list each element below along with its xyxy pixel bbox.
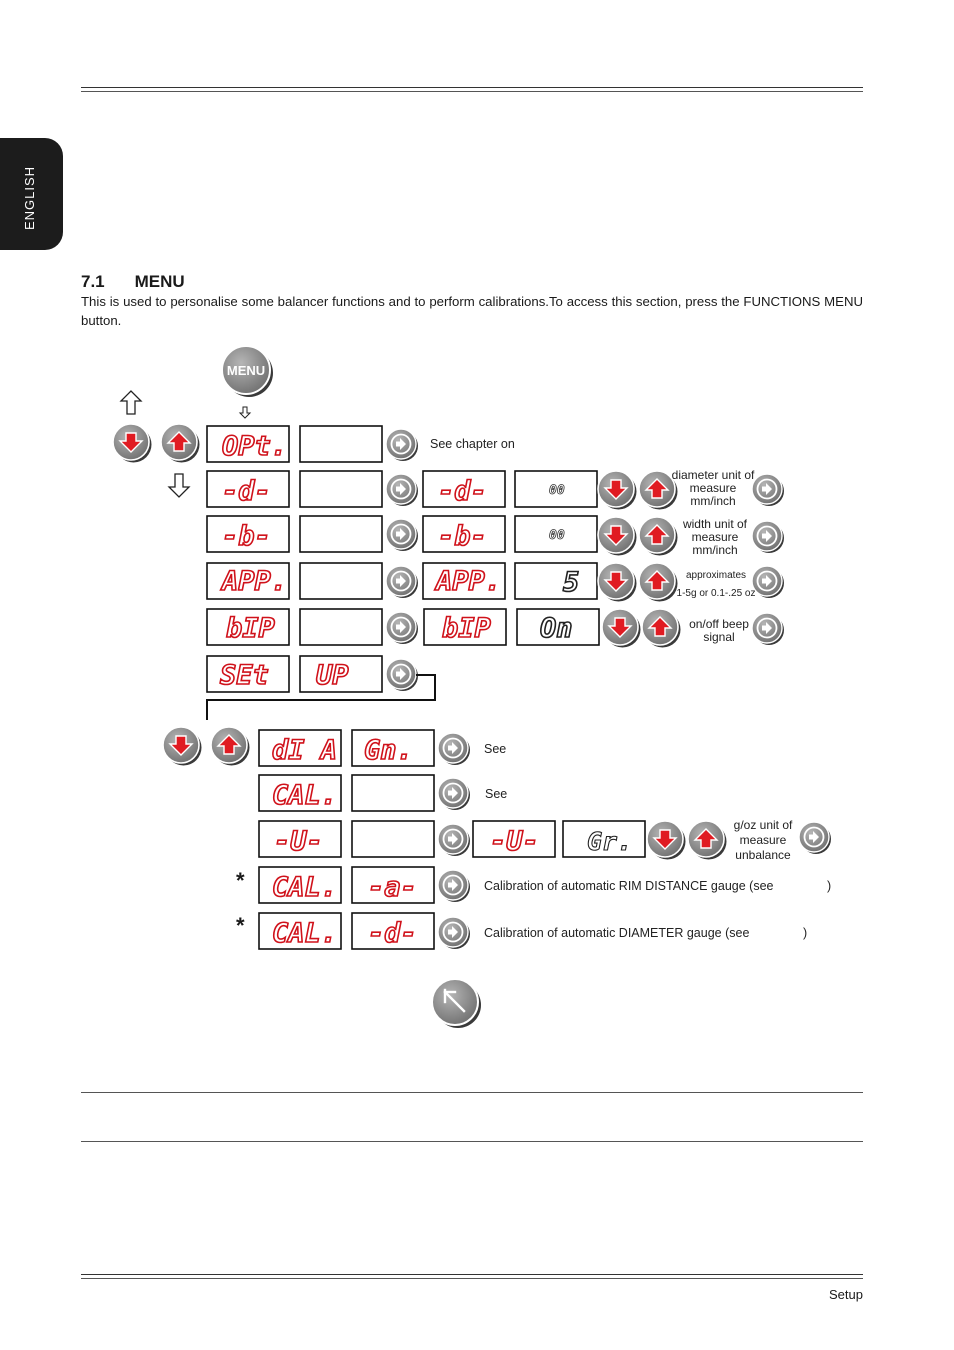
display-u: -U- (274, 826, 323, 857)
arrow-right-circle-icon[interactable] (438, 824, 470, 856)
arrow-down-small-icon (240, 407, 250, 418)
exit-button[interactable] (432, 979, 481, 1028)
label-line: width unit of (682, 517, 748, 531)
arrow-down-red-icon[interactable] (113, 424, 152, 463)
label-beep (676, 618, 762, 644)
label-cal-rim: Calibration of automatic RIM DISTANCE gauge (see (484, 879, 774, 893)
display-up: UP (316, 660, 349, 691)
display-app: APP. (222, 566, 288, 597)
label-cal-dia: Calibration of automatic DIAMETER gauge (see (484, 926, 750, 940)
arrow-right-circle-icon[interactable] (438, 870, 470, 902)
language-tab-label: ENGLISH (22, 165, 37, 230)
label-line: g/oz unit of (733, 818, 793, 832)
label-line: on/off beep (689, 617, 749, 631)
label-goz-unit (722, 818, 804, 863)
display-bip-2: bIP (442, 613, 491, 644)
arrow-right-circle-icon[interactable] (386, 474, 418, 506)
display-gr: Gr. (587, 827, 633, 856)
display-five: 5 (563, 567, 580, 598)
arrow-down-red-icon[interactable] (598, 471, 637, 510)
arrow-right-circle-icon[interactable] (386, 429, 418, 461)
arrow-right-circle-icon[interactable] (438, 917, 470, 949)
arrow-right-circle-icon[interactable] (386, 566, 418, 598)
display-d-3: -d- (368, 918, 417, 949)
display-b: -b- (222, 521, 271, 552)
menu-button-label: MENU (226, 363, 266, 378)
arrow-down-red-icon[interactable] (163, 727, 202, 766)
rule (81, 1141, 863, 1142)
label-width-unit (672, 518, 758, 557)
label-approx (672, 567, 760, 603)
label-line: diameter unit of (671, 468, 755, 482)
display-set: SEt (220, 660, 269, 691)
label-line: unbalance (735, 848, 791, 862)
label-cal-dia-close: ) (803, 926, 808, 940)
arrow-down-red-icon[interactable] (598, 563, 637, 602)
section-number: 7.1 (81, 272, 105, 291)
arrow-right-circle-icon[interactable] (438, 778, 470, 810)
label-line: approximates (685, 570, 747, 581)
arrow-up-red-icon[interactable] (161, 424, 200, 463)
footer-rule (81, 1274, 863, 1275)
asterisk: * (236, 913, 245, 938)
display-cal-3: CAL. (272, 918, 338, 949)
arrow-right-circle-icon[interactable] (752, 474, 784, 506)
display-b-2: -b- (438, 521, 487, 552)
display-boxes (207, 426, 645, 949)
display-cal-1: CAL. (272, 780, 338, 811)
menu-button[interactable] (222, 346, 273, 397)
section-heading: MENU (134, 272, 185, 291)
intro-paragraph: This is used to personalise some balancer functions and to perform calibrations.To access this section, press the FUNCTIONS MENU button. (81, 294, 863, 328)
label-cal-rim-close: ) (827, 879, 832, 893)
display-u-2: -U- (490, 826, 539, 857)
display-zero-d: 00 (549, 483, 565, 498)
label-line: mm/inch (692, 543, 738, 557)
label-line: measure (739, 833, 787, 847)
label-diameter-unit (670, 469, 756, 508)
display-a: -a- (368, 872, 417, 903)
label-line: signal (703, 630, 735, 644)
arrow-up-outline-icon (121, 391, 141, 414)
label-line: measure (691, 530, 739, 544)
display-d: -d- (222, 476, 271, 507)
display-opt: OPt. (222, 431, 288, 462)
arrow-up-red-icon[interactable] (211, 727, 250, 766)
label-line: mm/inch (690, 494, 736, 508)
arrow-down-red-icon[interactable] (602, 609, 641, 648)
display-bip: bIP (226, 613, 275, 644)
label-line: 1-5g or 0.1-.25 oz (676, 588, 756, 599)
label-see-2: See (485, 787, 508, 801)
arrow-down-red-icon[interactable] (647, 821, 686, 860)
display-on: On (540, 613, 573, 644)
display-d-2: -d- (438, 476, 487, 507)
display-cal-2: CAL. (272, 872, 338, 903)
display-gn: Gn. (364, 735, 413, 766)
label-see-chapter: See chapter on (430, 437, 515, 451)
footer-text: Setup (829, 1287, 863, 1302)
arrow-right-circle-icon[interactable] (386, 519, 418, 551)
arrow-down-red-icon[interactable] (598, 517, 637, 556)
rule (81, 1092, 863, 1093)
label-line: measure (689, 481, 737, 495)
arrow-right-circle-icon[interactable] (386, 612, 418, 644)
display-app-2: APP. (436, 566, 502, 597)
arrow-up-red-icon[interactable] (688, 821, 727, 860)
arrow-right-circle-icon[interactable] (386, 659, 418, 691)
display-dia: dI A (272, 735, 338, 766)
arrow-right-circle-icon[interactable] (438, 733, 470, 765)
asterisk: * (236, 868, 245, 893)
display-zero-b: 00 (549, 528, 565, 543)
arrow-up-red-icon[interactable] (642, 609, 681, 648)
label-see-1: See (484, 742, 507, 756)
arrow-down-outline-icon (169, 474, 189, 497)
